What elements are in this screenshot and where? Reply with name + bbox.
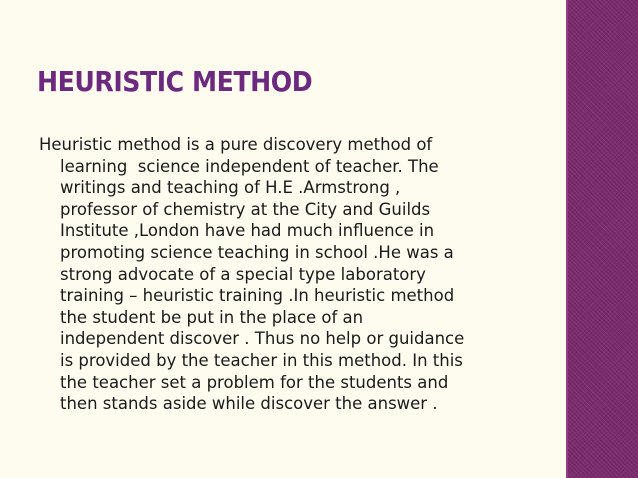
slide-body-text [39,134,559,415]
decorative-side-band [568,0,638,478]
body-line: the student be put in the place of an [60,307,364,327]
body-line: promoting science teaching in school .He was a [60,242,454,262]
body-line: writings and teaching of H.E .Armstrong , [60,178,401,198]
body-line: Heuristic method is a pure discovery method of [39,135,433,154]
body-line: then stands aside while discover the answer . [60,394,438,414]
body-line: training – heuristic training .In heuristic method [60,286,455,306]
body-line: strong advocate of a special type laboratory [60,264,426,284]
body-line: learning science independent of teacher. The [60,156,439,176]
body-line: Institute ,London have had much influence in [60,221,435,241]
body-line: the teacher set a problem for the students and [60,372,449,392]
body-line: is provided by the teacher in this method. In this [60,350,463,370]
body-line: professor of chemistry at the City and Guilds [60,199,431,219]
slide-title: HEURISTIC METHOD [37,65,313,98]
body-line: independent discover . Thus no help or guidance [60,329,465,349]
